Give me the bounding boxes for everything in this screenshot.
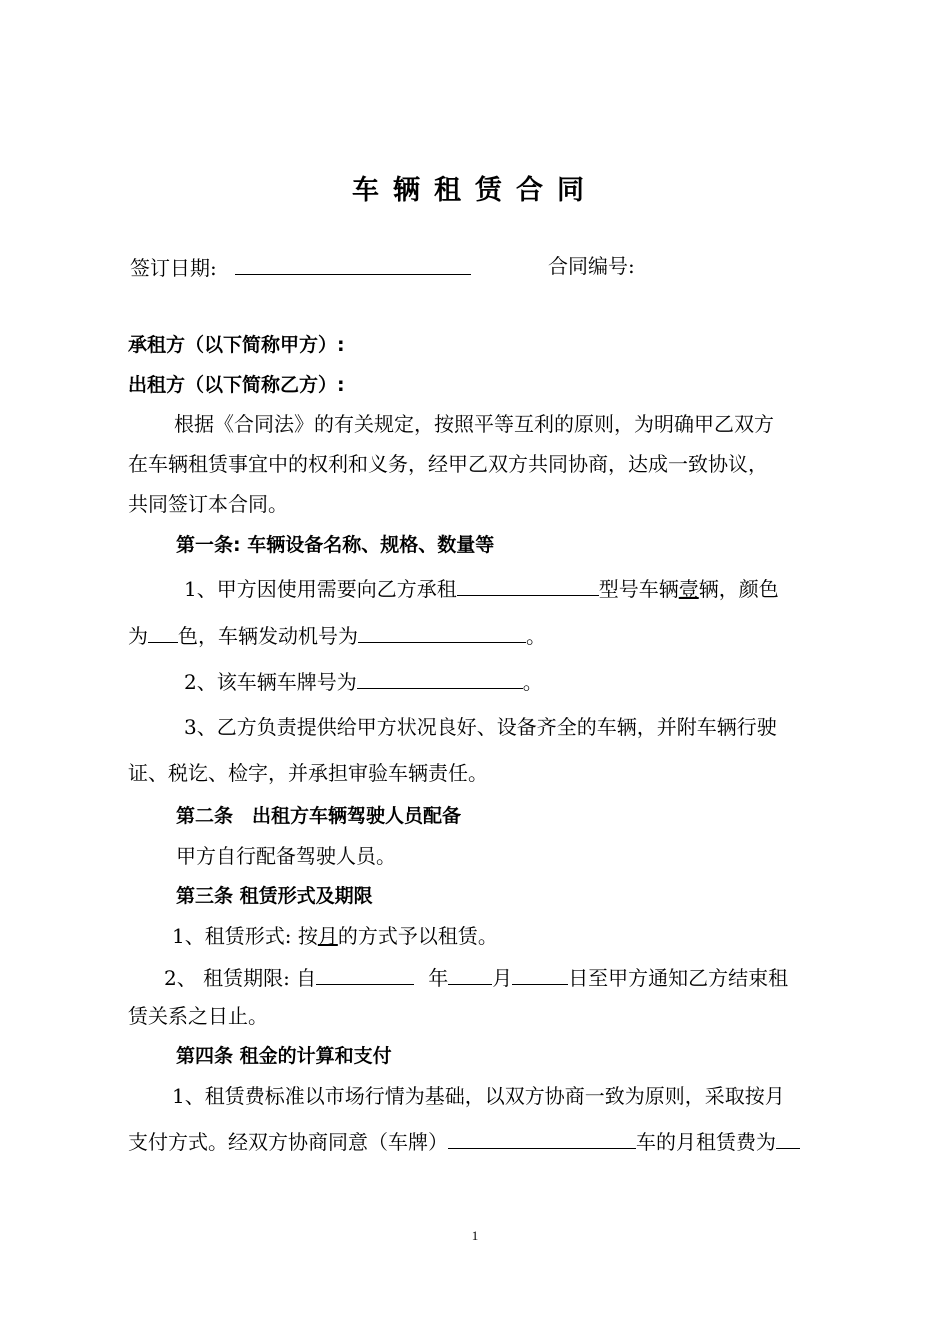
sign-date-label: 签订日期: [130, 256, 217, 280]
party-b-line: 出租方（以下简称乙方）: [128, 374, 345, 396]
article4-heading: 第四条 租金的计算和支付 [176, 1045, 392, 1067]
contract-no-row [548, 252, 635, 280]
article1-clause2-text: 。 [522, 670, 543, 694]
preamble-line-1: 根据《合同法》的有关规定，按照平等互利的原则，为明确甲乙双方 [174, 412, 774, 436]
article1-clause1-text: 辆，颜色 [698, 577, 779, 601]
article4-clause1-line2 [128, 1126, 800, 1156]
article1-clause2 [184, 666, 543, 696]
article3-clause1-text: 的方式予以租赁。 [337, 924, 498, 948]
plate-number-blank [357, 666, 523, 689]
page-number: 1 [471, 1228, 479, 1243]
article3-heading: 第三条 租赁形式及期限 [176, 885, 373, 907]
lease-unit: 月 [317, 924, 338, 948]
article3-clause1-text: 1、租赁形式: 按 [172, 924, 318, 948]
article1-clause1-text: 。 [526, 624, 546, 648]
contract-no-label: 合同编号: [548, 254, 635, 278]
article1-clause3-line1: 3、乙方负责提供给甲方状况良好、设备齐全的车辆，并附车辆行驶 [184, 715, 777, 739]
article1-clause1-line1 [184, 573, 779, 603]
article2-heading: 第二条 出租方车辆驾驶人员配备 [176, 805, 462, 827]
color-blank [148, 620, 178, 643]
article3-clause2-text: 月 [492, 966, 513, 990]
start-year-blank [316, 962, 414, 985]
sign-date-blank [235, 252, 471, 275]
party-a-line: 承租方（以下简称甲方）: [128, 334, 345, 356]
article4-clause1-line1: 1、租赁费标准以市场行情为基础，以双方协商一致为原则，采取按月 [172, 1084, 785, 1108]
engine-number-blank [358, 620, 526, 643]
article3-clause2-line1 [164, 962, 788, 992]
car-plate-blank [448, 1126, 636, 1149]
article1-clause1-text: 型号车辆 [598, 577, 679, 601]
article4-clause1-text: 支付方式。经双方协商同意（车牌） [128, 1130, 448, 1154]
article3-clause1 [172, 922, 498, 950]
start-day-blank [512, 962, 568, 985]
article2-text: 甲方自行配备驾驶人员。 [176, 844, 396, 868]
article1-clause2-text: 2、该车辆车牌号为 [184, 670, 357, 694]
article1-heading: 第一条: 车辆设备名称、规格、数量等 [176, 534, 495, 556]
article3-clause2-text: 日至甲方通知乙方结束租 [568, 966, 789, 990]
start-month-blank [448, 962, 492, 985]
sign-date-row [130, 252, 471, 282]
article1-clause1-text: 1、甲方因使用需要向乙方承租 [184, 577, 457, 601]
article1-clause1-line2 [128, 620, 546, 650]
vehicle-model-blank [457, 573, 599, 596]
preamble-line-2: 在车辆租赁事宜中的权利和义务，经甲乙双方共同协商，达成一致协议， [128, 452, 768, 476]
article4-clause1-text: 车的月租赁费为 [636, 1130, 776, 1154]
article3-clause2-line2: 赁关系之日止。 [128, 1004, 268, 1028]
document-title: 车辆租赁合同 [352, 175, 598, 206]
article1-clause1-text: 色，车辆发动机号为 [178, 624, 358, 648]
article3-clause2-text: 年 [428, 966, 449, 990]
article3-clause2-text: 2、 租赁期限: 自 [164, 966, 317, 990]
article1-clause1-text: 为 [128, 624, 148, 648]
preamble-line-3: 共同签订本合同。 [128, 492, 288, 516]
monthly-rent-blank [776, 1126, 800, 1149]
vehicle-count: 壹 [678, 577, 699, 601]
article1-clause3-line2: 证、税讫、检字，并承担审验车辆责任。 [128, 761, 488, 785]
